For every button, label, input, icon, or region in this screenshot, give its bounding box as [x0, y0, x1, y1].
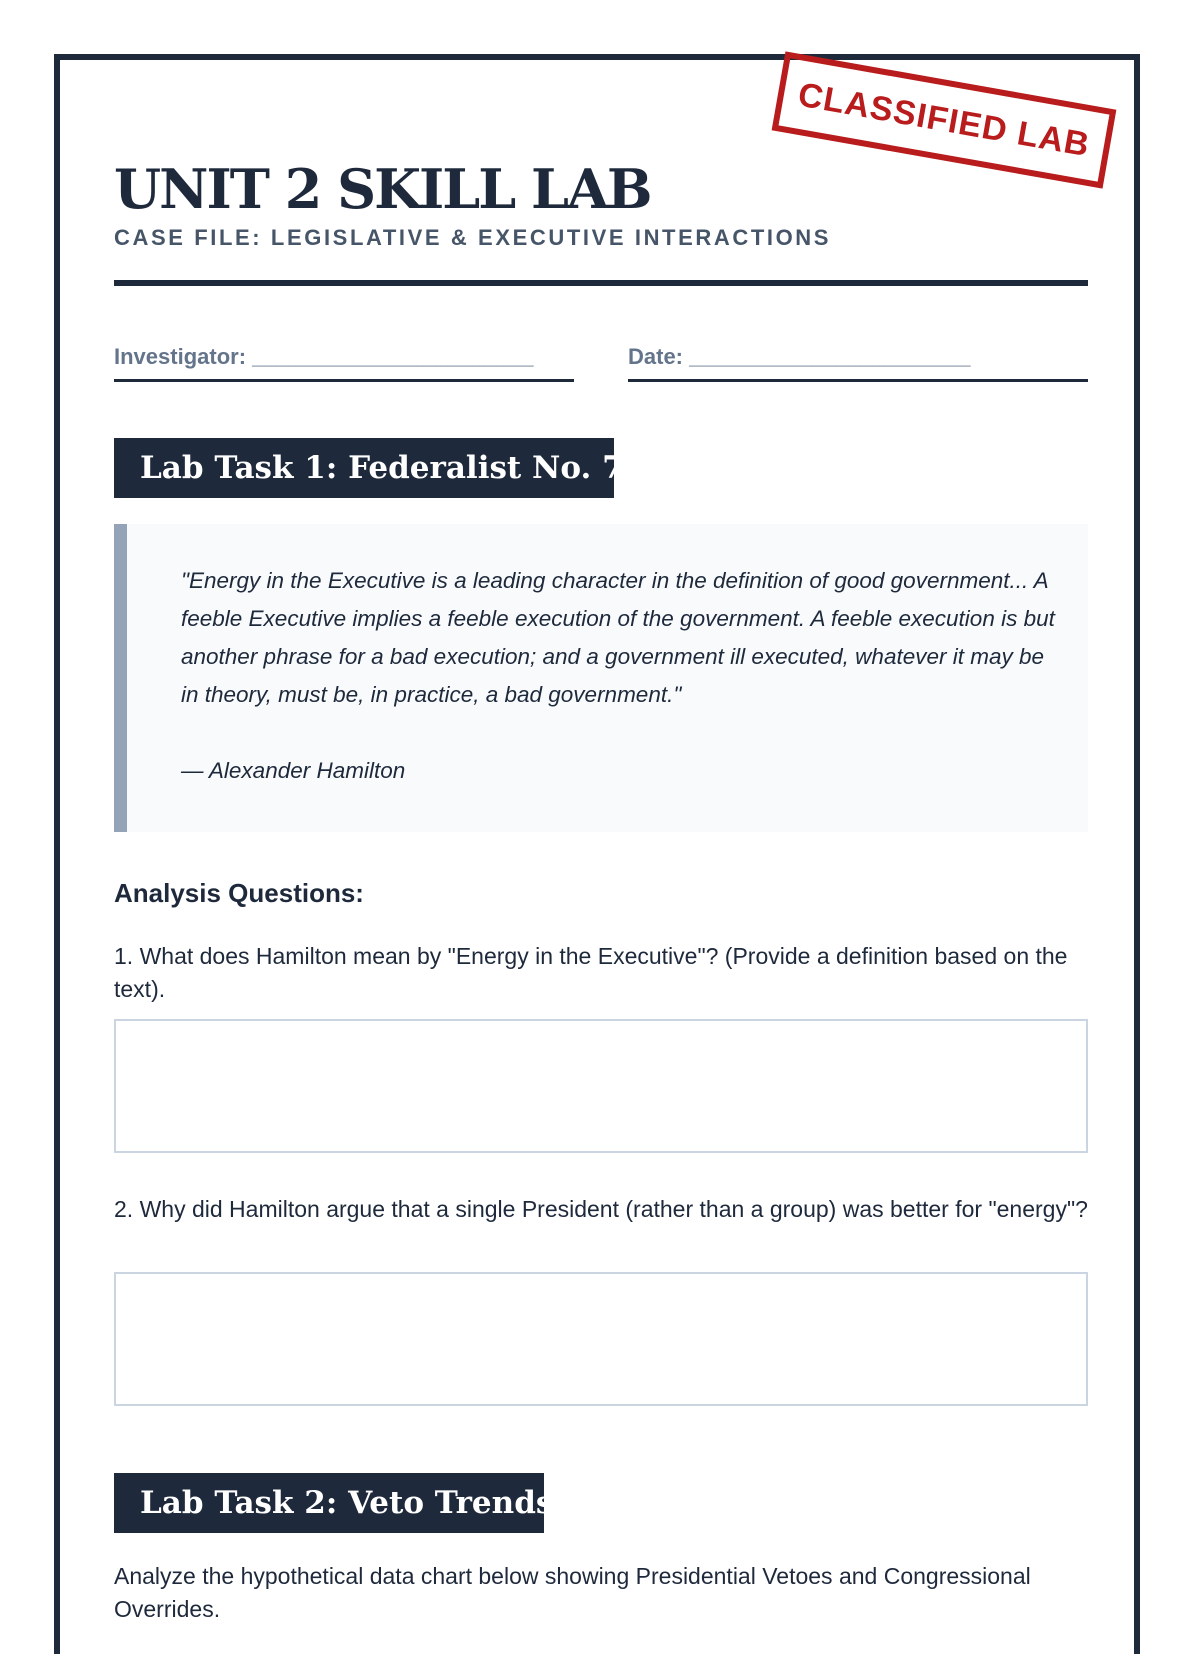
analysis-questions-heading: Analysis Questions: [114, 878, 364, 908]
quote-block [114, 524, 1088, 832]
investigator-field[interactable]: Investigator: _______________________ [114, 342, 574, 382]
question-1: 1. What does Hamilton mean by "Energy in the Executive"? (Provide a definition based on the text). [114, 943, 1068, 1002]
task-2-heading: Lab Task 2: Veto Trends [114, 1473, 544, 1533]
quote-text: "Energy in the Executive is a leading character in the definition of good government... A feeble Executive implies a feeble execution of the government. A feeble execution is but another phrase for a bad execution; and a government ill executed, whatever it may be in theory, must be, in practice, a bad government." [181, 568, 1055, 707]
page-title: UNIT 2 SKILL LAB [114, 157, 651, 221]
quote-attribution: — Alexander Hamilton [181, 758, 406, 783]
header-divider [114, 280, 1088, 286]
worksheet-page [54, 54, 1140, 1654]
question-2: 2. Why did Hamilton argue that a single President (rather than a group) was better for "energy"? [114, 1196, 1088, 1222]
date-field[interactable]: Date: _______________________ [628, 342, 1088, 382]
classified-stamp: CLASSIFIED LAB [772, 51, 1117, 188]
answer-box-2[interactable] [114, 1272, 1088, 1406]
task-2-intro: Analyze the hypothetical data chart below showing Presidential Vetoes and Congressional Overrides. [114, 1563, 1031, 1622]
answer-box-1[interactable] [114, 1019, 1088, 1153]
task-1-heading: Lab Task 1: Federalist No. 70 [114, 438, 614, 498]
page-subtitle: CASE FILE: LEGISLATIVE & EXECUTIVE INTERACTIONS [114, 225, 832, 250]
